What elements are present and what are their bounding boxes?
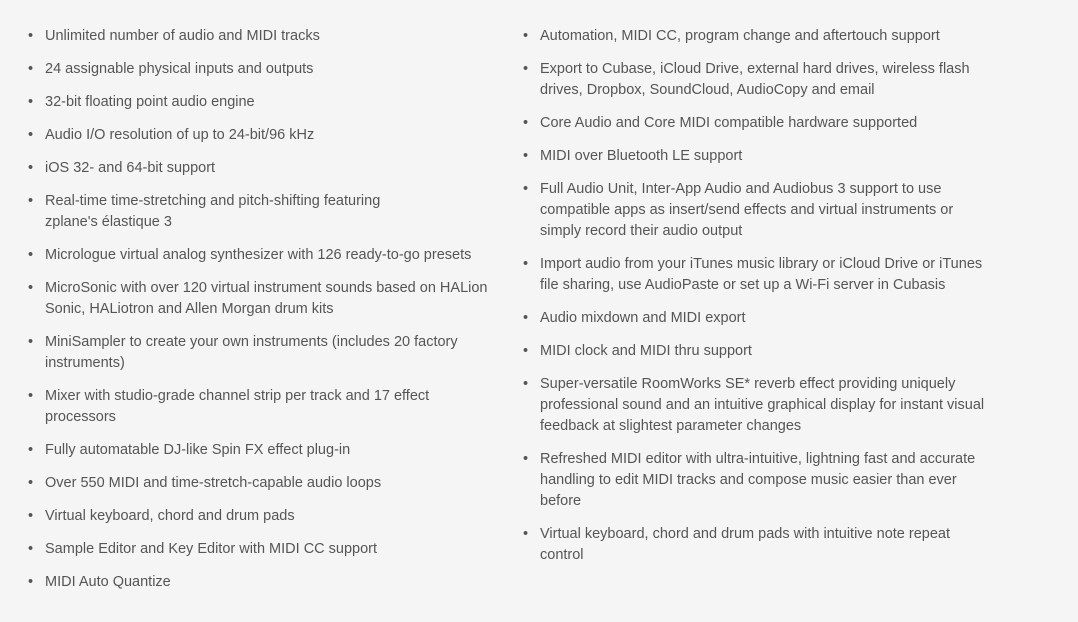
bullet-icon: • <box>28 442 34 458</box>
feature-text: Import audio from your iTunes music library or iCloud Drive or iTunes file sharing, use AudioPaste or set up a Wi-Fi server in Cubasis <box>540 256 983 293</box>
feature-item <box>28 278 505 320</box>
feature-item <box>28 572 498 593</box>
feature-text: 24 assignable physical inputs and outputs <box>45 61 314 77</box>
feature-item <box>523 146 993 167</box>
feature-text: Refreshed MIDI editor with ultra-intuitive, lightning fast and accurate handling to edit MIDI tracks and compose music easier than ever before <box>540 451 976 509</box>
feature-item <box>28 440 498 461</box>
feature-text: MiniSampler to create your own instruments (includes 20 factory instruments) <box>45 334 458 371</box>
feature-text: Unlimited number of audio and MIDI tracks <box>45 28 320 44</box>
feature-item <box>28 473 498 494</box>
feature-item <box>28 332 485 374</box>
bullet-icon: • <box>523 451 529 467</box>
feature-item <box>523 254 1000 296</box>
feature-text: MIDI Auto Quantize <box>45 574 171 590</box>
bullet-icon: • <box>523 181 529 197</box>
feature-item <box>523 113 993 134</box>
feature-text: Real-time time-stretching and pitch-shifting featuring zplane's élastique 3 <box>45 193 381 230</box>
bullet-icon: • <box>28 475 34 491</box>
feature-item <box>523 308 993 329</box>
feature-text: Sample Editor and Key Editor with MIDI CC support <box>45 541 378 557</box>
bullet-icon: • <box>28 247 34 263</box>
feature-text: Core Audio and Core MIDI compatible hardware supported <box>540 115 918 131</box>
feature-text: Super-versatile RoomWorks SE* reverb effect providing uniquely professional sound and an intuitive graphical display for instant visual feedback at slightest parameter changes <box>540 376 985 434</box>
feature-text: Mixer with studio-grade channel strip per track and 17 effect processors <box>45 388 430 425</box>
feature-text: MIDI clock and MIDI thru support <box>540 343 752 359</box>
bullet-icon: • <box>28 541 34 557</box>
feature-item <box>523 179 975 242</box>
feature-text: Audio mixdown and MIDI export <box>540 310 746 326</box>
feature-item <box>523 524 970 566</box>
feature-text: MIDI over Bluetooth LE support <box>540 148 743 164</box>
feature-item <box>28 386 460 428</box>
bullet-icon: • <box>28 280 34 296</box>
feature-text: Virtual keyboard, chord and drum pads <box>45 508 295 524</box>
feature-text: Full Audio Unit, Inter-App Audio and Audiobus 3 support to use compatible apps as insert/send effects and virtual instruments or simply record their audio output <box>540 181 954 239</box>
feature-text: Automation, MIDI CC, program change and aftertouch support <box>540 28 940 44</box>
feature-item <box>28 191 405 233</box>
feature-text: iOS 32- and 64-bit support <box>45 160 216 176</box>
bullet-icon: • <box>28 160 34 176</box>
feature-item <box>523 341 993 362</box>
bullet-icon: • <box>28 508 34 524</box>
bullet-icon: • <box>28 334 34 350</box>
feature-text: Fully automatable DJ-like Spin FX effect plug-in <box>45 442 351 458</box>
feature-item <box>28 158 498 179</box>
feature-item <box>523 59 990 101</box>
bullet-icon: • <box>523 376 529 392</box>
bullet-icon: • <box>523 310 529 326</box>
feature-text: MicroSonic with over 120 virtual instrument sounds based on HALion Sonic, HALiotron and Allen Morgan drum kits <box>45 280 488 317</box>
bullet-icon: • <box>28 61 34 77</box>
feature-item <box>28 59 498 80</box>
bullet-icon: • <box>523 61 529 77</box>
feature-text: Over 550 MIDI and time-stretch-capable audio loops <box>45 475 382 491</box>
bullet-icon: • <box>28 127 34 143</box>
bullet-icon: • <box>523 526 529 542</box>
feature-list-left <box>28 26 498 605</box>
feature-item <box>28 539 498 560</box>
bullet-icon: • <box>523 28 529 44</box>
bullet-icon: • <box>523 148 529 164</box>
feature-item <box>28 26 498 47</box>
feature-item <box>28 125 498 146</box>
feature-item <box>28 92 498 113</box>
bullet-icon: • <box>523 343 529 359</box>
feature-item <box>523 374 1000 437</box>
feature-item <box>28 506 498 527</box>
feature-text: Audio I/O resolution of up to 24-bit/96 kHz <box>45 127 315 143</box>
feature-list-right <box>523 26 993 578</box>
feature-item <box>28 245 498 266</box>
feature-item <box>523 449 995 512</box>
bullet-icon: • <box>28 193 34 209</box>
feature-text: 32-bit floating point audio engine <box>45 94 255 110</box>
bullet-icon: • <box>523 115 529 131</box>
feature-item <box>523 26 993 47</box>
bullet-icon: • <box>523 256 529 272</box>
bullet-icon: • <box>28 574 34 590</box>
feature-text: Export to Cubase, iCloud Drive, external hard drives, wireless flash drives, Dropbox, SoundCloud, AudioCopy and email <box>540 61 970 98</box>
bullet-icon: • <box>28 388 34 404</box>
bullet-icon: • <box>28 94 34 110</box>
feature-text: Virtual keyboard, chord and drum pads with intuitive note repeat control <box>540 526 951 563</box>
feature-text: Micrologue virtual analog synthesizer with 126 ready-to-go presets <box>45 247 472 263</box>
bullet-icon: • <box>28 28 34 44</box>
